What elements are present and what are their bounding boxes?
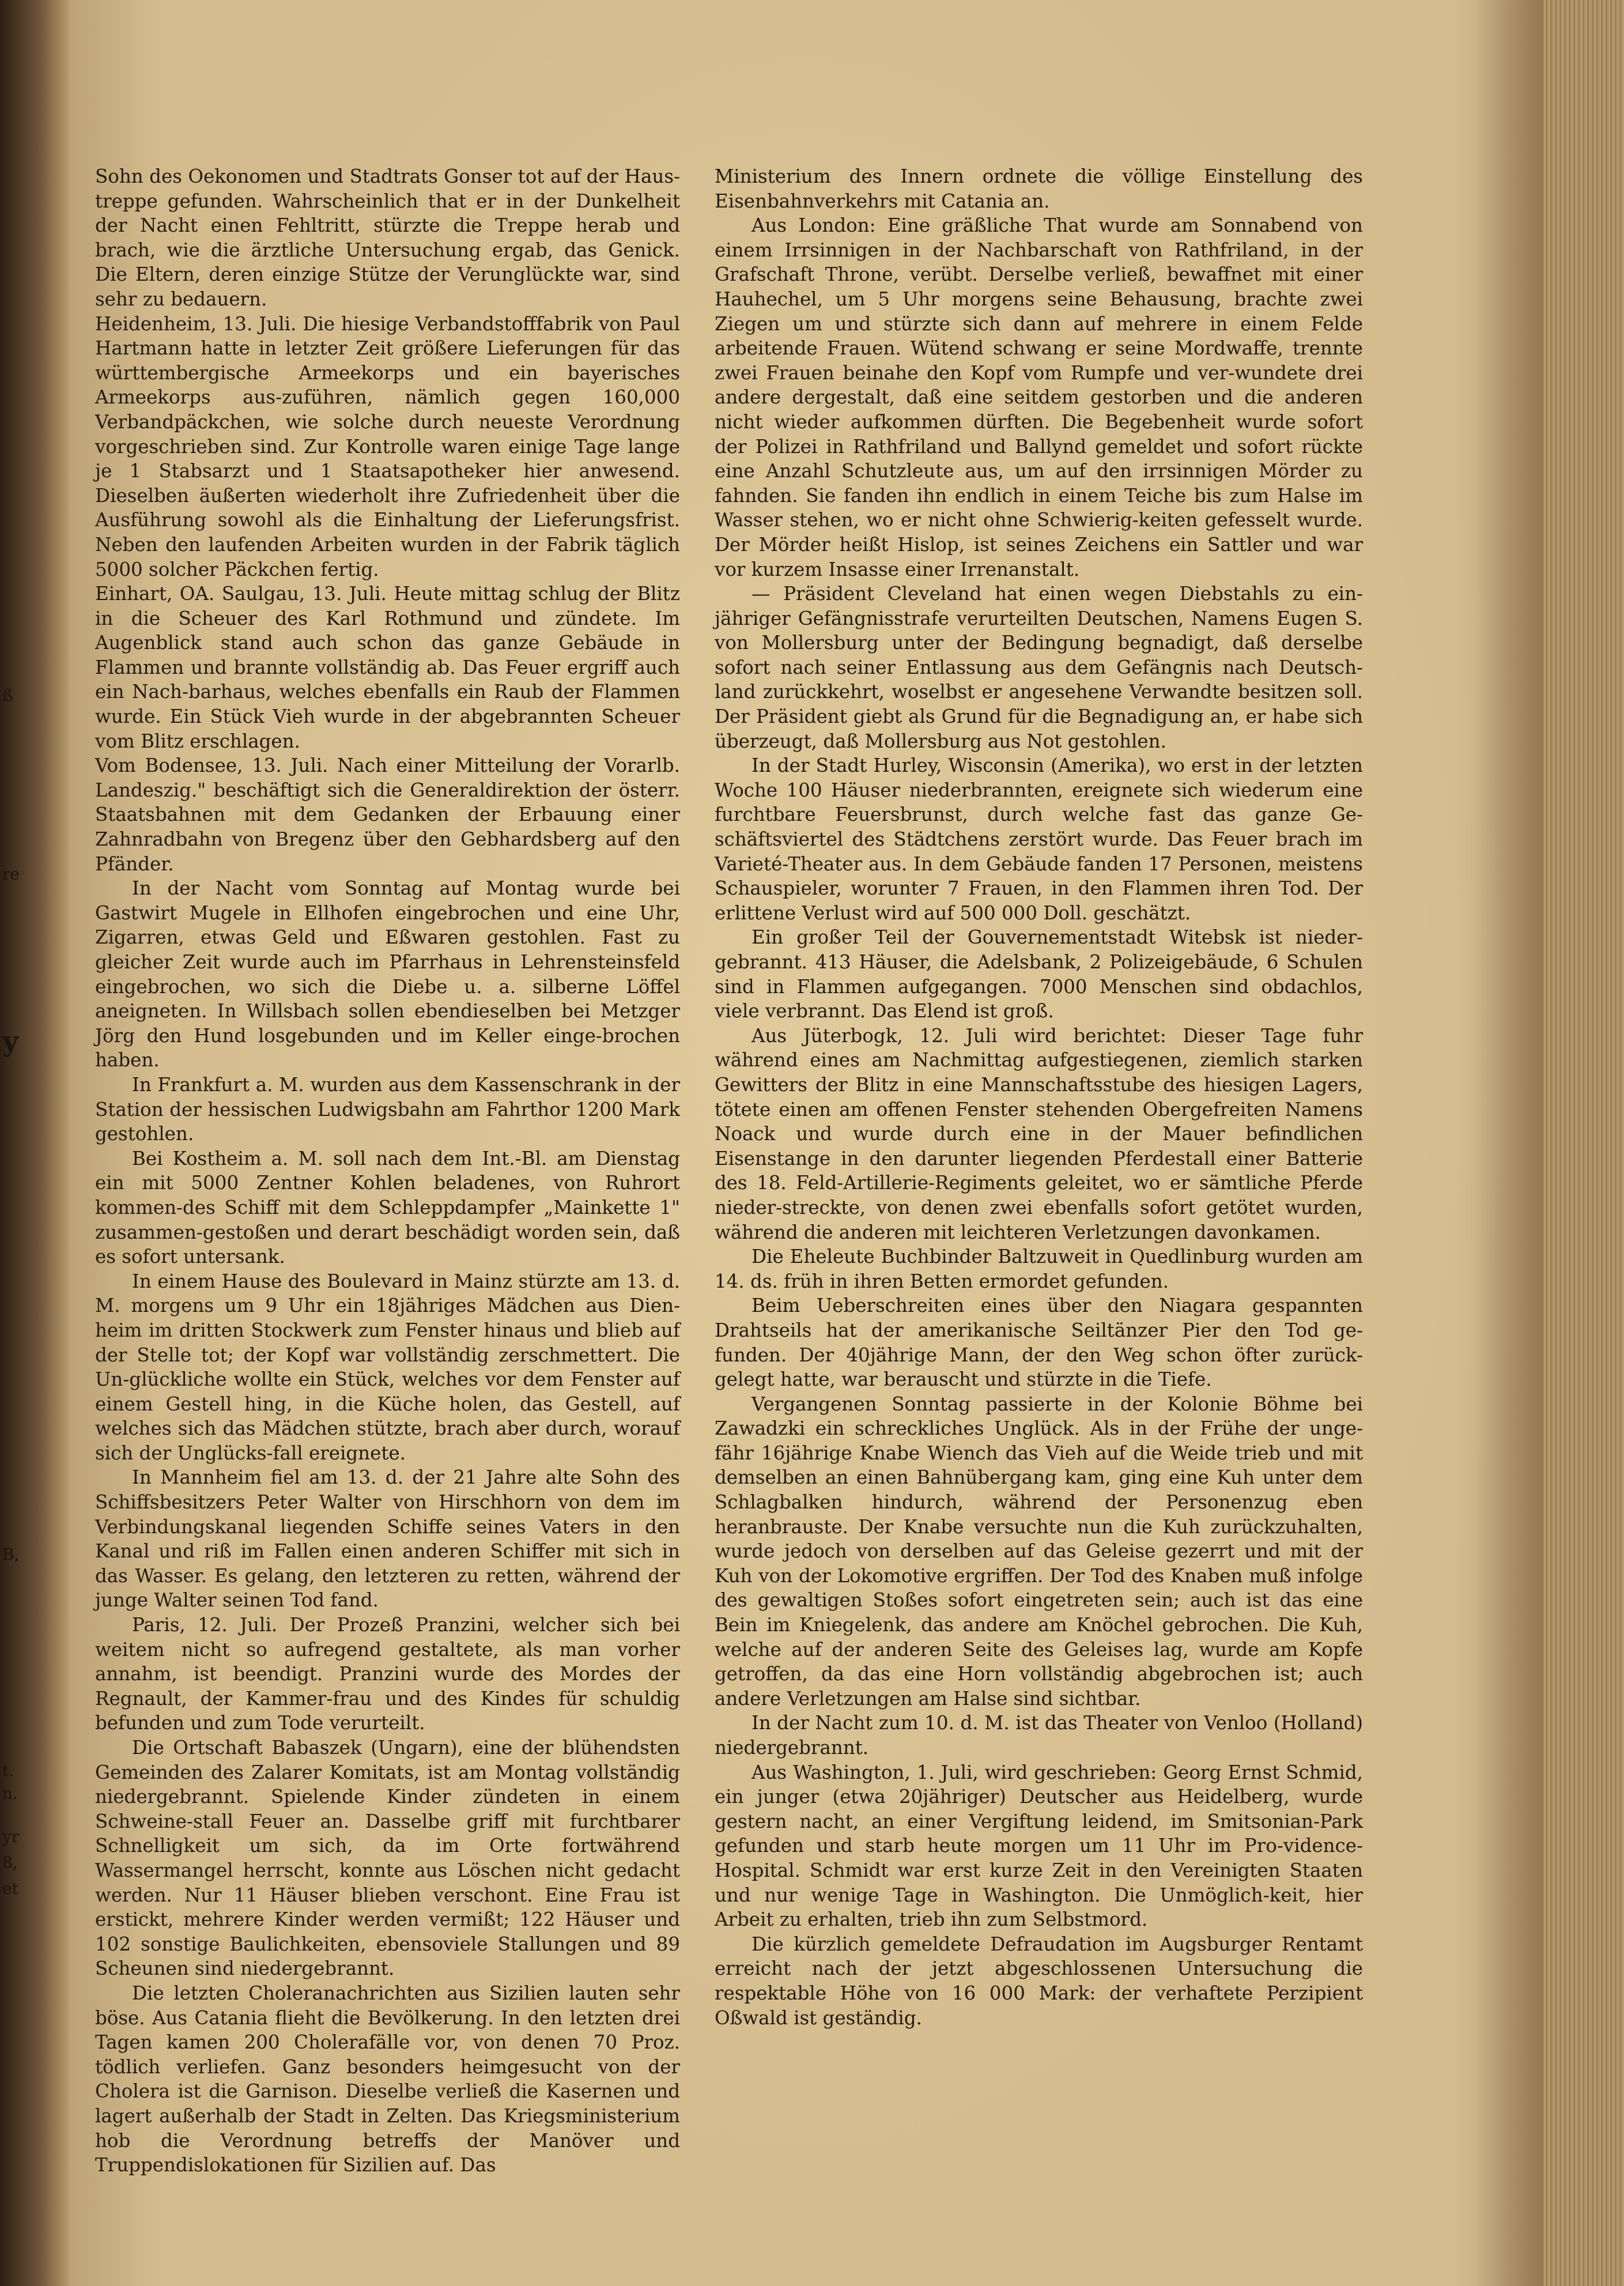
news-item: — Präsident Cleveland hat einen wegen Diebstahls zu ein-jähriger Gefängnisstrafe verurteilten Deutschen, Namens Eugen S. von Mollersburg unter der Bedingung begnadigt, daß derselbe sofort nach seiner Entlassung aus dem Gefängnis nach Deutsch-land zurückkehrt, woselbst er angesehene Verwandte besitzen soll. Der Präsident giebt als Grund für die Begnadigung an, er habe sich überzeugt, daß Mollersburg aus Not gestohlen. xyxy=(715,583,1363,752)
margin-fragment: yr xyxy=(2,1827,20,1846)
margin-fragment: ß xyxy=(2,686,13,705)
margin-fragment: re xyxy=(2,865,20,884)
news-item: In der Nacht vom Sonntag auf Montag wurde bei Gastwirt Mugele in Ellhofen eingebrochen und eine Uhr, Zigarren, etwas Geld und Eßwaren gestohlen. Fast zu gleicher Zeit wurde auch im Pfarrhaus in Lehrensteinsfeld eingebrochen, wo sich die Diebe u. a. silberne Löffel aneigneten. In Willsbach sollen ebendieselben bei Metzger Jörg den Hund losgebunden und im Keller einge-brochen haben. xyxy=(95,877,680,1072)
news-item: Ein großer Teil der Gouvernementstadt Witebsk ist nieder-gebrannt. 413 Häuser, die Adelsbank, 2 Polizeigebäude, 6 Schulen sind in Flammen aufgegangen. 7000 Menschen sind obdachlos, viele verbrannt. Das Elend ist groß. xyxy=(715,926,1363,1023)
news-item: Paris, 12. Juli. Der Prozeß Pranzini, welcher sich bei weitem nicht so aufregend gestaltete, als man vorher annahm, ist beendigt. Pranzini wurde des Mordes der Regnault, der Kammer-frau und des Kindes für schuldig befunden und zum Tode verurteilt. xyxy=(95,1614,680,1734)
news-item: Sohn des Oekonomen und Stadtrats Gonser tot auf der Haus-treppe gefunden. Wahrscheinlich that er in der Dunkelheit der Nacht einen Fehltritt, stürzte die Treppe herab und brach, wie die ärztliche Untersuchung ergab, das Genick. Die Eltern, deren einzige Stütze der Verunglückte war, sind sehr zu bedauern. xyxy=(95,165,680,310)
news-item: Die Ortschaft Babaszek (Ungarn), eine der blühendsten Gemeinden des Zalarer Komitats, ist am Montag vollständig niedergebrannt. Spielende Kinder zündeten in einem Schweine-stall Feuer an. Dasselbe griff mit furchtbarer Schnelligkeit um sich, da im Orte fortwährend Wassermangel herrscht, konnte aus Löschen nicht gedacht werden. Nur 11 Häuser blieben verschont. Eine Frau ist erstickt, mehrere Kinder werden vermißt; 122 Häuser und 102 sonstige Baulichkeiten, ebensoviele Stallungen und 89 Scheunen sind niedergebrannt. xyxy=(95,1737,680,1980)
facing-page-edge xyxy=(0,0,69,2286)
news-item: Die kürzlich gemeldete Defraudation im Augsburger Rentamt erreicht nach der jetzt abgeschlossenen Untersuchung die respektable Höhe von 16 000 Mark: der verhaftete Perzipient Oßwald ist geständig. xyxy=(715,1933,1363,2029)
margin-fragment: B, xyxy=(2,1545,20,1564)
news-item: Ministerium des Innern ordnete die völlige Einstellung des Eisenbahnverkehrs mit Catania an. xyxy=(715,165,1363,212)
news-item: Heidenheim, 13. Juli. Die hiesige Verbandstofffabrik von Paul Hartmann hatte in letzter Zeit größere Lieferungen für das württembergische Armeekorps und ein bayerisches Armeekorps aus-zuführen, nämlich gegen 160,000 Verbandpäckchen, wie solche durch neueste Verordnung vorgeschrieben sind. Zur Kontrolle waren einige Tage lange je 1 Stabsarzt und 1 Staatsapotheker hier anwesend. Dieselben äußerten wiederholt ihre Zufriedenheit über die Ausführung sowohl als die Einhaltung der Lieferungsfrist. Neben den laufenden Arbeiten wurden in der Fabrik täglich 5000 solcher Päckchen fertig. xyxy=(95,312,680,580)
margin-fragment: et xyxy=(2,1879,18,1898)
page-binding-shadow xyxy=(1475,0,1544,2286)
news-item: In der Nacht zum 10. d. M. ist das Theater von Venloo (Holland) niedergebrannt. xyxy=(715,1712,1363,1759)
news-item: Vergangenen Sonntag passierte in der Kolonie Böhme bei Zawadzki ein schreckliches Unglück. Als in der Frühe der unge-fähr 16jährige Knabe Wiench das Vieh auf die Weide trieb und mit demselben an einen Bahnübergang kam, ging eine Kuh unter dem Schlagbalken hindurch, während der Personenzug eben heranbrauste. Der Knabe versuchte nun die Kuh zurückzuhalten, wurde jedoch von derselben auf das Geleise gezerrt und mit der Kuh von der Lokomotive ergriffen. Der Tod des Knaben muß infolge des gewaltigen Stoßes sofort eingetreten sein; auch ist das eine Bein im Kniegelenk, das andere am Knöchel gebrochen. Die Kuh, welche auf der anderen Seite des Geleises lag, wurde am Kopfe getroffen, da das eine Horn vollständig abgebrochen ist; auch andere Verletzungen am Halse sind sichtbar. xyxy=(715,1393,1363,1710)
news-item: Vom Bodensee, 13. Juli. Nach einer Mitteilung der Vorarlb. Landeszig." beschäftigt sich die Generaldirektion der österr. Staatsbahnen mit dem Gedanken der Erbauung einer Zahnradbahn von Bregenz über den Gebhardsberg auf den Pfänder. xyxy=(95,755,680,875)
news-item: Aus Washington, 1. Juli, wird geschrieben: Georg Ernst Schmid, ein junger (etwa 20jähriger) Deutscher aus Heidelberg, wurde gestern nacht, an einer Vergiftung leidend, im Smitsonian-Park gefunden und starb heute morgen um 11 Uhr im Pro-vidence-Hospital. Schmidt war erst kurze Zeit in den Vereinigten Staaten und nur wenige Tage in Washington. Die Unmöglich-keit, hier Arbeit zu erhalten, trieb ihn zum Selbstmord. xyxy=(715,1761,1363,1931)
news-item: Bei Kostheim a. M. soll nach dem Int.-Bl. am Dienstag ein mit 5000 Zentner Kohlen beladenes, von Ruhrort kommen-des Schiff mit dem Schleppdampfer „Mainkette 1" zusammen-gestoßen und derart beschädigt worden sein, daß es sofort untersank. xyxy=(95,1147,680,1268)
right-column xyxy=(715,164,1363,2030)
book-page-edges xyxy=(1543,0,1624,2286)
margin-fragment: t. xyxy=(2,1761,14,1780)
margin-fragment: 8, xyxy=(2,1853,18,1872)
news-item: Die letzten Choleranachrichten aus Sizilien lauten sehr böse. Aus Catania flieht die Bevölkerung. In den letzten drei Tagen kamen 200 Cholerafälle vor, von denen 70 Proz. tödlich verliefen. Ganz besonders heimgesucht von der Cholera ist die Garnison. Dieselbe verließ die Kasernen und lagert außerhalb der Stadt in Zelten. Das Kriegsministerium hob die Verordnung betreffs der Manöver und Truppendislokationen für Sizilien auf. Das xyxy=(95,1982,680,2176)
news-item: Beim Ueberschreiten eines über den Niagara gespannten Drahtseils hat der amerikanische Seiltänzer Pier den Tod ge-funden. Der 40jährige Mann, der den Weg schon öfter zurück-gelegt hatte, war berauscht und stürzte in die Tiefe. xyxy=(715,1295,1363,1391)
news-item: Aus London: Eine gräßliche That wurde am Sonnabend von einem Irrsinnigen in der Nachbarschaft von Rathfriland, in der Grafschaft Throne, verübt. Derselbe verließ, bewaffnet mit einer Hauhechel, um 5 Uhr morgens seine Behausung, brachte zwei Ziegen um und stürzte sich dann auf mehrere in einem Felde arbeitende Frauen. Wütend schwang er seine Mordwaffe, trennte zwei Frauen beinahe den Kopf vom Rumpfe und ver-wundete drei andere dergestalt, daß eine seitdem gestorben und die anderen nicht wieder aufkommen dürften. Die Begebenheit wurde sofort der Polizei in Rathfriland und Ballynd gemeldet und sofort rückte eine Anzahl Schutzleute aus, um auf den irrsinnigen Mörder zu fahnden. Sie fanden ihn endlich in einem Teiche bis zum Halse im Wasser stehen, wo er nicht ohne Schwierig-keiten gefesselt wurde. Der Mörder heißt Hislop, ist seines Zeichens ein Sattler und war vor kurzem Insasse einer Irrenanstalt. xyxy=(715,214,1363,580)
left-column xyxy=(95,164,680,2178)
margin-fragment: n. xyxy=(2,1784,18,1803)
news-item: In Frankfurt a. M. wurden aus dem Kassenschrank in der Station der hessischen Ludwigsbahn am Fahrthor 1200 Mark gestohlen. xyxy=(95,1073,680,1145)
news-item: Aus Jüterbogk, 12. Juli wird berichtet: Dieser Tage fuhr während eines am Nachmittag aufgestiegenen, ziemlich starken Gewitters der Blitz in eine Mannschaftsstube des hiesigen Lagers, tötete einen am offenen Fenster stehenden Obergefreiten Namens Noack und wurde durch eine in der Mauer befindlichen Eisenstange in den darunter liegenden Pferdestall einer Batterie des 18. Feld-Artillerie-Regiments geleitet, wo er sämtliche Pferde nieder-streckte, von denen zwei ebenfalls sofort getötet wurden, während die anderen mit leichteren Verletzungen davonkamen. xyxy=(715,1024,1363,1243)
news-item: Die Eheleute Buchbinder Baltzuweit in Quedlinburg wurden am 14. ds. früh in ihren Betten ermordet gefunden. xyxy=(715,1246,1363,1292)
news-item: In einem Hause des Boulevard in Mainz stürzte am 13. d. M. morgens um 9 Uhr ein 18jähriges Mädchen aus Dien-heim im dritten Stockwerk zum Fenster hinaus und blieb auf der Stelle tot; der Kopf war vollständig zerschmettert. Die Un-glückliche wollte ein Stück, welches vor dem Fenster auf einem Gestell hing, in die Küche holen, das Gestell, auf welches sich das Mädchen stützte, brach aber durch, worauf sich der Unglücks-fall ereignete. xyxy=(95,1270,680,1464)
margin-fragment: y xyxy=(2,1025,18,1058)
news-item: In der Stadt Hurley, Wisconsin (Amerika), wo erst in der letzten Woche 100 Häuser niederbrannten, ereignete sich wiederum eine furchtbare Feuersbrunst, durch welche fast das ganze Ge-schäftsviertel des Städtchens zerstört wurde. Das Feuer brach im Varieté-Theater aus. In dem Gebäude fanden 17 Personen, meistens Schauspieler, worunter 7 Frauen, in den Flammen ihren Tod. Der erlittene Verlust wird auf 500 000 Doll. geschätzt. xyxy=(715,755,1363,924)
news-item: Einhart, OA. Saulgau, 13. Juli. Heute mittag schlug der Blitz in die Scheuer des Karl Rothmund und zündete. Im Augenblick stand auch schon das ganze Gebäude in Flammen und brannte vollständig ab. Das Feuer ergriff auch ein Nach-barhaus, welches ebenfalls ein Raub der Flammen wurde. Ein Stück Vieh wurde in der abgebrannten Scheuer vom Blitz erschlagen. xyxy=(95,583,680,752)
news-item: In Mannheim fiel am 13. d. der 21 Jahre alte Sohn des Schiffsbesitzers Peter Walter von Hirschhorn von dem im Verbindungskanal liegenden Schiffe seines Vaters in den Kanal und riß im Fallen einen anderen Schiffer mit sich in das Wasser. Es gelang, den letzteren zu retten, während der junge Walter seinen Tod fand. xyxy=(95,1466,680,1612)
